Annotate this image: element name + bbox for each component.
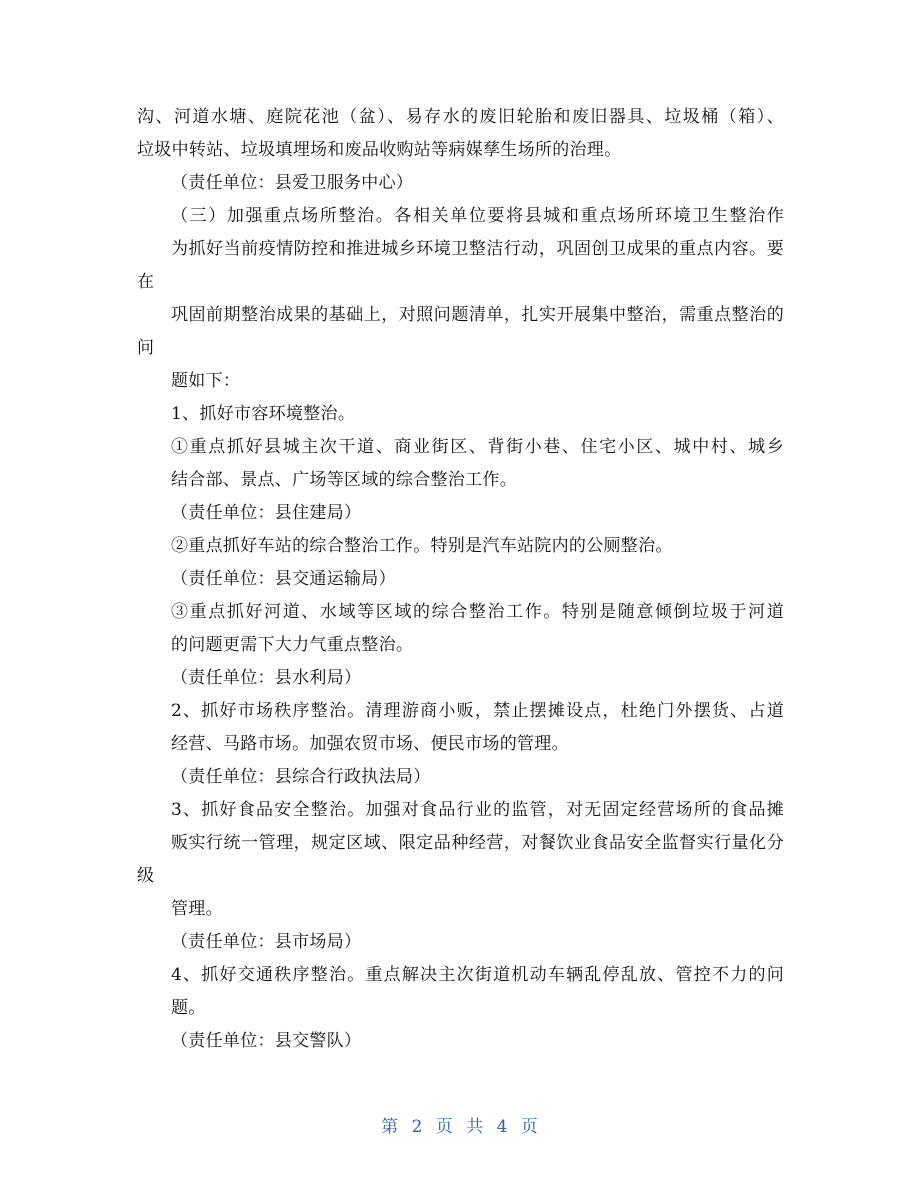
paragraph-p4 bbox=[137, 398, 784, 431]
paragraph-p1 bbox=[137, 101, 784, 167]
paragraph-line: 的问题更需下大力气重点整治。 bbox=[171, 635, 414, 655]
paragraph-p8 bbox=[137, 563, 784, 596]
footer-label-gong: 共 bbox=[466, 1117, 485, 1137]
paragraph-p11 bbox=[137, 695, 784, 761]
paragraph-line: ②重点抓好车站的综合整治工作。特别是汽车站院内的公厕整治。 bbox=[171, 536, 673, 556]
paragraph-p5 bbox=[137, 431, 784, 497]
paragraph-line: （三）加强重点场所整治。各相关单位要将县城和重点场所环境卫生整治作 bbox=[171, 206, 784, 226]
document-body bbox=[137, 101, 784, 1058]
paragraph-p14 bbox=[137, 926, 784, 959]
paragraph-line: 管理。 bbox=[171, 899, 223, 919]
paragraph-line: 贩实行统一管理，规定区域、限定品种经营，对餐饮业食品安全监督实行量化分级 bbox=[137, 833, 784, 886]
paragraph-line: 经营、马路市场。加强农贸市场、便民市场的管理。 bbox=[171, 734, 569, 754]
paragraph-line: ①重点抓好县城主次干道、商业街区、背街小巷、住宅小区、城中村、城乡 bbox=[171, 437, 784, 457]
paragraph-line: （责任单位：县交警队） bbox=[171, 1031, 362, 1051]
footer-total-pages: 4 bbox=[496, 1117, 509, 1137]
paragraph-p2 bbox=[137, 167, 784, 200]
paragraph-line: （责任单位：县市场局） bbox=[171, 932, 362, 952]
footer-label-ye-2: 页 bbox=[520, 1117, 539, 1137]
paragraph-line: 巩固前期整治成果的基础上，对照问题清单，扎实开展集中整治，需重点整治的问 bbox=[137, 305, 784, 358]
paragraph-line: 沟、河道水塘、庭院花池（盆）、易存水的废旧轮胎和废旧器具、垃圾桶（箱）、 bbox=[137, 107, 784, 127]
paragraph-p3 bbox=[137, 200, 784, 398]
paragraph-p15 bbox=[137, 959, 784, 1025]
paragraph-line: 3、抓好食品安全整治。加强对食品行业的监管，对无固定经营场所的食品摊 bbox=[171, 800, 784, 820]
footer-label-ye-1: 页 bbox=[435, 1117, 454, 1137]
paragraph-line: 4、抓好交通秩序整治。重点解决主次街道机动车辆乱停乱放、管控不力的问 bbox=[171, 965, 784, 985]
paragraph-line: 垃圾中转站、垃圾填埋场和废品收购站等病媒孳生场所的治理。 bbox=[137, 140, 622, 160]
paragraph-line: （责任单位：县水利局） bbox=[171, 668, 362, 688]
paragraph-line: 为抓好当前疫情防控和推进城乡环境卫整洁行动，巩固创卫成果的重点内容。要在 bbox=[137, 239, 784, 292]
paragraph-line: 题。 bbox=[171, 998, 206, 1018]
paragraph-p13 bbox=[137, 794, 784, 926]
paragraph-line: （责任单位：县交通运输局） bbox=[171, 569, 396, 589]
paragraph-line: 2、抓好市场秩序整治。清理游商小贩，禁止摆摊设点，杜绝门外摆货、占道 bbox=[171, 701, 784, 721]
page-footer bbox=[0, 1112, 920, 1137]
paragraph-p6 bbox=[137, 497, 784, 530]
footer-label-di: 第 bbox=[381, 1117, 400, 1137]
paragraph-line: 题如下： bbox=[171, 371, 241, 391]
paragraph-line: ③重点抓好河道、水域等区域的综合整治工作。特别是随意倾倒垃圾于河道 bbox=[171, 602, 784, 622]
paragraph-line: 结合部、景点、广场等区域的综合整治工作。 bbox=[171, 470, 517, 490]
paragraph-p12 bbox=[137, 761, 784, 794]
paragraph-line: 1、抓好市容环境整治。 bbox=[171, 404, 356, 424]
paragraph-line: （责任单位：县综合行政执法局） bbox=[171, 767, 431, 787]
paragraph-p9 bbox=[137, 596, 784, 662]
paragraph-line: （责任单位：县爱卫服务中心） bbox=[171, 173, 414, 193]
paragraph-line: （责任单位：县住建局） bbox=[171, 503, 362, 523]
paragraph-p7 bbox=[137, 530, 784, 563]
paragraph-p16 bbox=[137, 1025, 784, 1058]
paragraph-p10 bbox=[137, 662, 784, 695]
footer-current-page: 2 bbox=[411, 1117, 424, 1137]
